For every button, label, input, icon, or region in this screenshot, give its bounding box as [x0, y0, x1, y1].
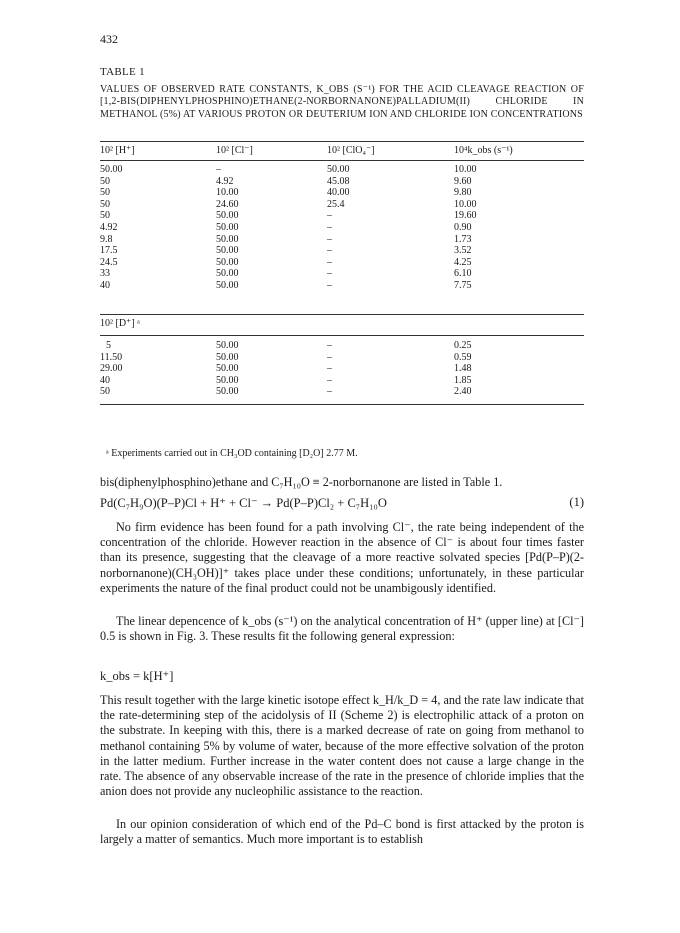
table-cell: – — [327, 340, 332, 351]
equation-1-text: Pd(C₇H₉O)(P–P)Cl + H⁺ + Cl⁻ → Pd(P–P)Cl₂ + C₇H₁₀O — [100, 496, 387, 510]
table-cell: 10.00 — [216, 187, 239, 199]
table-cell: 9.8 — [100, 233, 113, 245]
paragraph-4: In our opinion consideration of which end of the Pd–C bond is first attacked by the proton is largely a matter of semantics. Much more important is to establish — [100, 817, 584, 847]
table-cell: 25.4 — [327, 198, 345, 210]
table-cell: 7.75 — [454, 279, 472, 291]
table-row — [100, 340, 584, 352]
page-number: 432 — [100, 32, 118, 46]
table-cell: – — [327, 374, 332, 386]
column-header-cl: 10² [Cl⁻] — [216, 145, 253, 156]
paragraph-3: This result together with the large kinetic isotope effect k_H/k_D = 4, and the rate law indicate that the rate-determining step of the acidolysis of II (Scheme 2) is electrophilic attack of a proton on the substrate. In keeping with this, there is a marked decrease of rate on going from methanol to methanol containing 5% by volume of water, because of the more effective solvation of the proton in the latter medium. Further increase in the water content does not cause a large change in the rate. The absence of any observable increase of the rate in the presence of chloride implies that the anion does not provide any nucleophilic assistance to the reaction. — [100, 693, 584, 799]
table-cell: 50.00 — [216, 386, 239, 398]
table-cell: – — [327, 210, 332, 222]
table-cell: 50 — [100, 198, 110, 210]
column-header-h: 10² [H⁺] — [100, 145, 135, 156]
table-cell: 50.00 — [216, 268, 239, 280]
table-body-d — [100, 340, 584, 398]
table-cell: 4.92 — [100, 221, 118, 233]
table-cell: 6.10 — [454, 268, 472, 280]
table-cell: 2.40 — [454, 386, 472, 398]
table-row — [100, 199, 584, 211]
table-cell: – — [327, 351, 332, 363]
table-cell: 0.59 — [454, 351, 472, 363]
table-row — [100, 164, 584, 176]
table-cell: 50.00 — [216, 233, 239, 245]
table-cell: 50.00 — [327, 164, 350, 175]
table-row — [100, 363, 584, 375]
section-rule-d-bottom — [100, 335, 584, 336]
table-cell: 10.00 — [454, 164, 477, 175]
table-cell: 50.00 — [216, 340, 239, 351]
table-cell: 1.85 — [454, 374, 472, 386]
table-cell: 50 — [100, 187, 110, 199]
table-cell: 4.25 — [454, 256, 472, 268]
column-header-clo4: 10² [ClO₄⁻] — [327, 145, 375, 156]
intro-line: bis(diphenylphosphino)ethane and C₇H₁₀O ≡ 2-norbornanone are listed in Table 1. — [100, 475, 503, 489]
table-label: TABLE 1 — [100, 66, 145, 78]
table-cell: 9.60 — [454, 175, 472, 187]
table-row — [100, 210, 584, 222]
equation-2: k_obs = k[H⁺] — [100, 669, 174, 683]
table-cell: 40 — [100, 374, 110, 386]
table-row — [100, 257, 584, 269]
table-cell: 9.80 — [454, 187, 472, 199]
table-caption: VALUES OF OBSERVED RATE CONSTANTS, K_OBS (S⁻¹) FOR THE ACID CLEAVAGE REACTION OF [1,2-BIS(DIPHENYLPHOSPHINO)ETHANE(2-NORBORNANONE)PALLADIUM(II) CHLORIDE IN METHANOL (5%) AT VARIOUS PROTON OR DEUTERIUM ION AND CHLORIDE ION CONCENTRATIONS — [100, 84, 584, 120]
table-row — [100, 222, 584, 234]
table-row — [100, 187, 584, 199]
table-row — [100, 386, 584, 398]
table-cell: 50.00 — [100, 164, 123, 175]
table-cell: 3.52 — [454, 245, 472, 257]
table-row — [100, 234, 584, 246]
table-body-h — [100, 164, 584, 292]
table-cell: – — [327, 233, 332, 245]
table-bottom-rule — [100, 404, 584, 405]
table-cell: – — [327, 386, 332, 398]
table-row — [100, 268, 584, 280]
paragraph-2: The linear depencence of k_obs (s⁻¹) on the analytical concentration of H⁺ (upper line) at [Cl⁻] 0.5 is shown in Fig. 3. These results fit the following general expression: — [100, 614, 584, 644]
table-row — [100, 280, 584, 292]
table-cell: – — [327, 363, 332, 375]
table-cell: – — [327, 279, 332, 291]
table-cell: 50.00 — [216, 210, 239, 222]
section-rule-d — [100, 314, 584, 315]
table-cell: 5 — [106, 340, 111, 351]
table-cell: 19.60 — [454, 210, 477, 222]
table-top-rule — [100, 141, 584, 142]
table-cell: 17.5 — [100, 245, 118, 257]
table-cell: 0.25 — [454, 340, 472, 351]
table-row — [100, 352, 584, 364]
table-cell: – — [327, 256, 332, 268]
table-cell: 4.92 — [216, 175, 234, 187]
table-footnote: ᵃ Experiments carried out in CH₃OD containing [D₂O] 2.77 M. — [106, 448, 358, 459]
table-cell: 1.73 — [454, 233, 472, 245]
table-cell: – — [327, 221, 332, 233]
table-cell: 40 — [100, 279, 110, 291]
table-cell: 50.00 — [216, 279, 239, 291]
table-cell: 50.00 — [216, 221, 239, 233]
table-cell: 45.08 — [327, 175, 350, 187]
table-cell: 0.90 — [454, 221, 472, 233]
table-cell: 50 — [100, 210, 110, 222]
column-header-d: 10² [D⁺] ᵃ — [100, 318, 140, 329]
table-cell: 50.00 — [216, 363, 239, 375]
table-cell: 50 — [100, 386, 110, 398]
paragraph-1: No firm evidence has been found for a path involving Cl⁻, the rate being independent of the concentration of the chloride. However reaction in the absence of Cl⁻ is about four times faster than its presence, suggesting that the cleavage of a more reactive solvated species [Pd(P–P)(2-norbornanone)(CH₃OH)]⁺ takes place under these conditions; unfortunately, in these particular experiments the nature of the final product could not be unambigously identified. — [100, 520, 584, 595]
table-cell: 40.00 — [327, 187, 350, 199]
table-cell: 50.00 — [216, 374, 239, 386]
table-cell: 33 — [100, 268, 110, 280]
equation-1-number: (1) — [569, 495, 584, 509]
table-cell: – — [327, 245, 332, 257]
table-cell: 1.48 — [454, 363, 472, 375]
table-row — [100, 245, 584, 257]
table-cell: 10.00 — [454, 198, 477, 210]
table-cell: – — [216, 164, 221, 175]
table-cell: – — [327, 268, 332, 280]
table-cell: 24.5 — [100, 256, 118, 268]
table-row — [100, 375, 584, 387]
table-cell: 50.00 — [216, 256, 239, 268]
table-cell: 29.00 — [100, 363, 123, 375]
table-cell: 50.00 — [216, 245, 239, 257]
column-header-kobs: 10⁴k_obs (s⁻¹) — [454, 145, 513, 156]
table-cell: 50.00 — [216, 351, 239, 363]
table-row — [100, 176, 584, 188]
table-cell: 11.50 — [100, 351, 123, 363]
equation-1 — [100, 495, 584, 511]
table-cell: 24.60 — [216, 198, 239, 210]
table-cell: 50 — [100, 175, 110, 187]
table-header-rule — [100, 160, 584, 161]
